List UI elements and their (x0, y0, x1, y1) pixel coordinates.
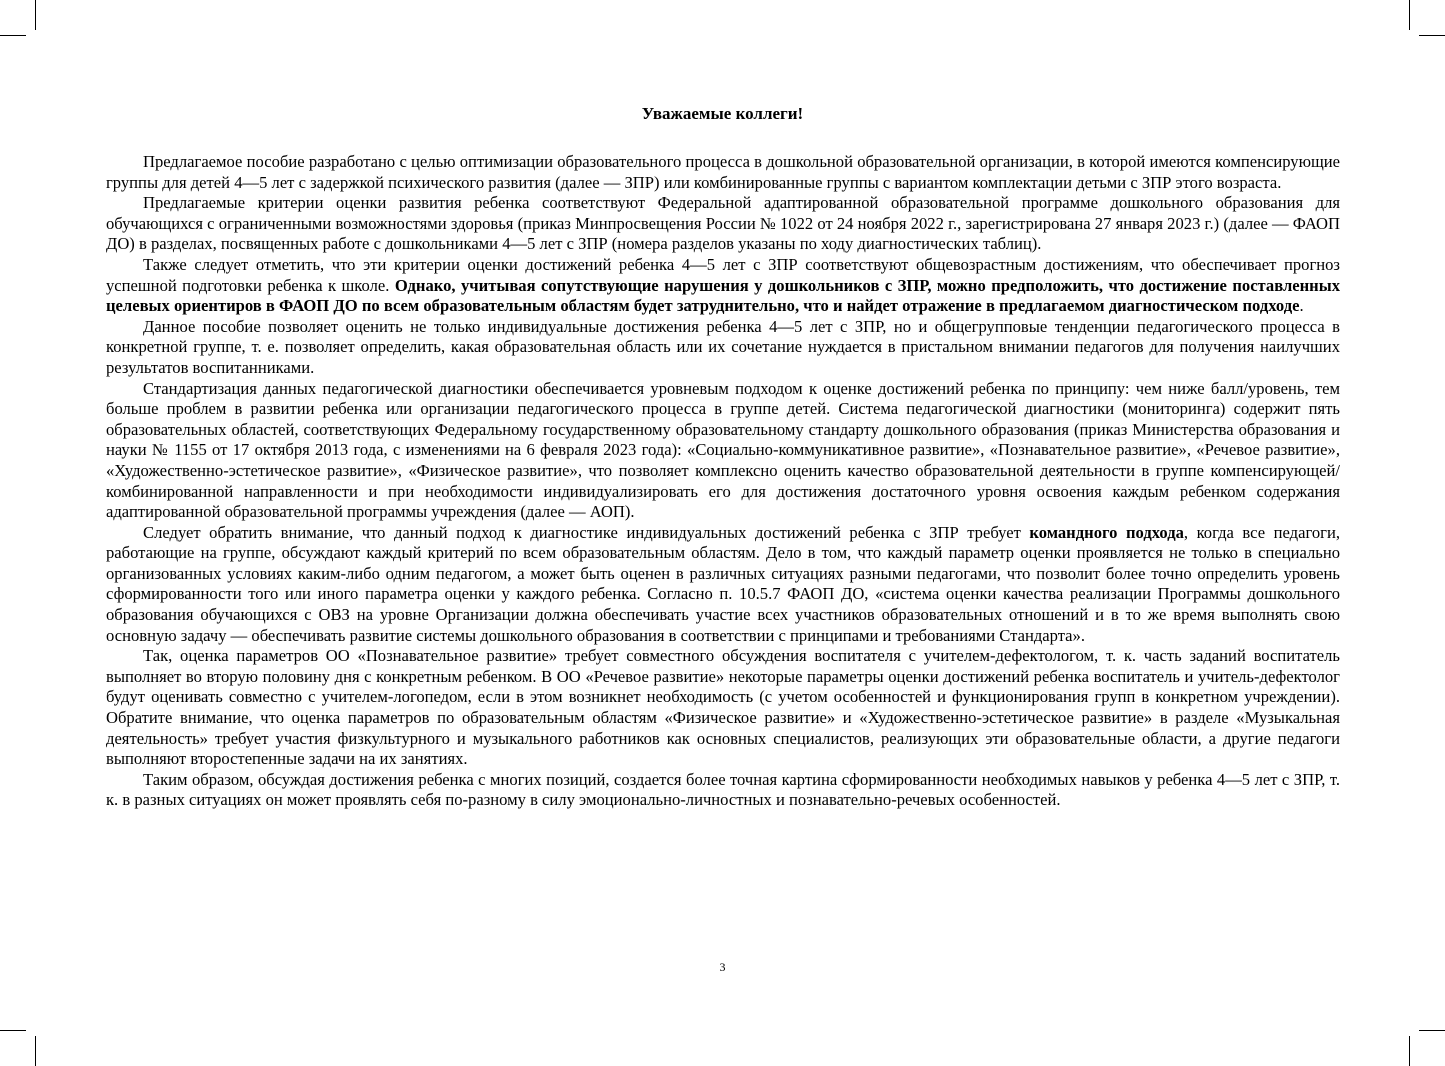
paragraph-team-approach-emphasis: командного подхода (1029, 522, 1184, 542)
crop-mark-top-right-horizontal (1419, 35, 1445, 36)
paragraph-examples: Так, оценка параметров ОО «Познавательное развитие» требует совместного обсуждения воспитателя с учителем-дефектологом, т. к. часть заданий воспитатель выполняет во вторую половину дня с конкретным ребенком. В ОО «Речевое развитие» некоторые параметры оценки достижений ребенка воспитатель и учитель-дефектолог будут оценивать совместно с учителем-логопедом, если в этом возникнет необходимость (с учетом особенностей и функционирования групп в конкретном учреждении). Обратите внимание, что оценка параметров по образовательным областям «Физическое развитие» и «Художественно-эстетическое развитие» в разделе «Музыкальная деятельность» требует участия физкультурного и музыкального работников как основных специалистов, реализующих эти образовательные области, а другие педагоги выполняют второстепенные задачи на их занятиях. (106, 646, 1340, 769)
crop-mark-bottom-left-vertical (35, 1036, 36, 1066)
paragraph-achievements-emphasis: Однако, учитывая сопутствующие нарушения у дошкольников с ЗПР, можно предположить, что достижение поставленных целевых ориентиров в ФАОП ДО по всем образовательным областям будет затруднительно, что и найдет отражение в предлагаемом диагностическом подходе (106, 275, 1340, 316)
crop-mark-bottom-left-horizontal (0, 1030, 26, 1031)
paragraph-purpose: Предлагаемое пособие разработано с целью оптимизации образовательного процесса в дошкольной образовательной организации, в которой имеются компенсирующие группы для детей 4—5 лет с задержкой психического развития (далее — ЗПР) или комбинированные группы с вариантом комплектации детьми с ЗПР этого возраста. (106, 152, 1340, 192)
crop-mark-bottom-right-horizontal (1419, 1030, 1445, 1031)
paragraph-team-approach (106, 523, 1340, 647)
paragraph-achievements (106, 255, 1340, 317)
paragraph-team-approach-text: Следует обратить внимание, что данный подход к диагностике индивидуальных достижений ребенка с ЗПР требует (143, 522, 1030, 542)
crop-mark-bottom-right-vertical (1409, 1036, 1410, 1066)
paragraph-conclusion: Таким образом, обсуждая достижения ребенка с многих позиций, создается более точная картина сформированности необходимых навыков у ребенка 4—5 лет с ЗПР, т. к. в разных ситуациях он может проявлять себя по-разному в силу эмоционально-личностных и познавательно-речевых особенностей. (106, 769, 1340, 810)
paragraph-criteria: Предлагаемые критерии оценки развития ребенка соответствуют Федеральной адаптированной образовательной программе дошкольного образования для обучающихся с ограниченными возможностями здоровья (приказ Минпросвещения России № 1022 от 24 ноября 2022 г., зарегистрирована 27 января 2023 г.) (далее — ФАОП ДО) в разделах, посвященных работе с дошкольниками 4—5 лет с ЗПР (номера разделов указаны по ходу диагностических таблиц). (106, 193, 1340, 254)
body-text (106, 152, 1340, 811)
crop-mark-top-left-horizontal (0, 35, 26, 36)
paragraph-achievements-end: . (1299, 296, 1304, 316)
paragraph-team-approach-end: , когда все педагоги, работающие на группе, обсуждают каждый критерий по всем образовательным областям. Дело в том, что каждый параметр оценки проявляется не только в специально организованных условиях каким-либо одним педагогом, а может быть оценен в различных ситуациях разными педагогами, что позволит более точно определить уровень сформированности того или иного параметра оценки у каждого ребенка. Согласно п. 10.5.7 ФАОП ДО, «система оценки качества реализации Программы дошкольного образования обучающихся с ОВЗ на уровне Организации должна обеспечивать участие всех участников образовательных отношений и в то же время выполнять свою основную задачу — обеспечивать развитие системы дошкольного образования в соответствии с принципами и требованиями Стандарта». (106, 522, 1340, 645)
page-title: Уважаемые коллеги! (641, 104, 804, 123)
paragraph-achievements-text: Также следует отметить, что эти критерии оценки достижений ребенка 4—5 лет с ЗПР соответствуют общевозрастным достижениям, что обеспечивает прогноз успешной подготовки ребенка к школе. (106, 254, 1340, 295)
crop-mark-top-right-vertical (1409, 0, 1410, 30)
paragraph-standardization: Стандартизация данных педагогической диагностики обеспечивается уровневым подходом к оценке достижений ребенка по принципу: чем ниже балл/уровень, тем больше проблем в развитии ребенка или организации педагогического процесса в группе детей. Система педагогической диагностики (мониторинга) содержит пять образовательных областей, соответствующих Федеральному государственному образовательному стандарту дошкольного образования (приказ Министерства образования и науки № 1155 от 17 октября 2013 года, с изменениями на 6 февраля 2023 года): «Социально-коммуникативное развитие», «Познавательное развитие», «Речевое развитие», «Художественно-эстетическое развитие», «Физическое развитие», что позволяет комплексно оценить качество образовательной деятельности в группе компенсирующей/комбинированной направленности и при необходимости индивидуализировать его для достижения достаточного уровня освоения каждым ребенком содержания адаптированной образовательной программы учреждения (далее — АОП). (106, 378, 1340, 522)
paragraph-group-trends: Данное пособие позволяет оценить не только индивидуальные достижения ребенка 4—5 лет с ЗПР, но и общегрупповые тенденции педагогического процесса в конкретной группе, т. е. позволяет определить, какая образовательная область или их сочетание нуждается в пристальном внимании педагогов для получения наилучших результатов воспитанниками. (106, 316, 1340, 377)
page-number: 3 (719, 960, 726, 974)
crop-mark-top-left-vertical (35, 0, 36, 30)
